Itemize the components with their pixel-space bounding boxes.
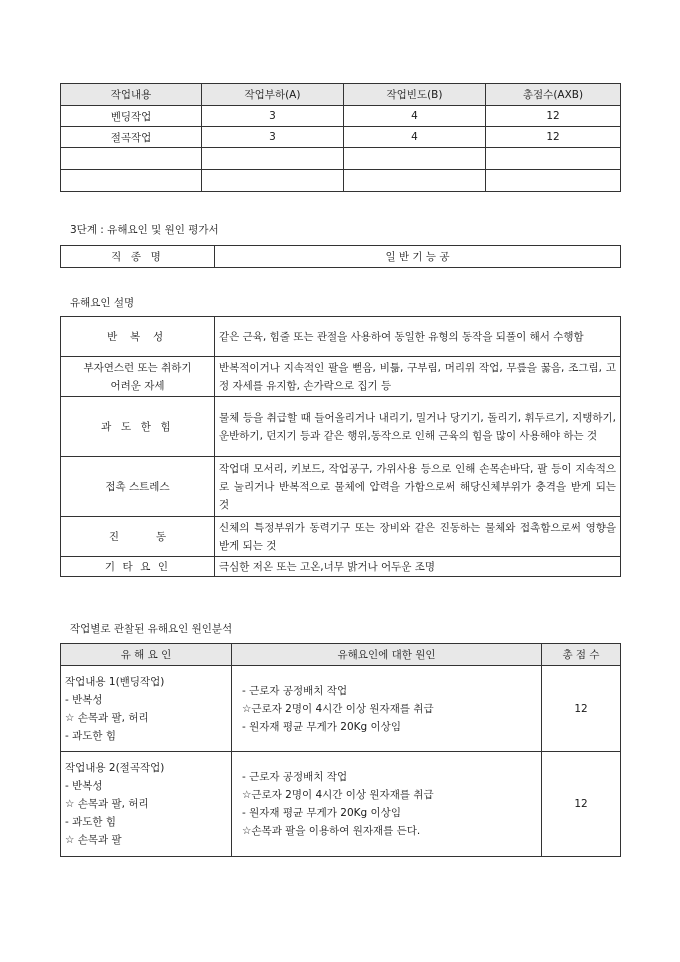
table-cell bbox=[486, 170, 621, 192]
analysis-causes bbox=[232, 752, 542, 857]
table-cell bbox=[61, 148, 202, 170]
table-cell bbox=[202, 148, 344, 170]
stage3-title: 3단계 : 유해요인 및 원인 평가서 bbox=[70, 224, 219, 236]
table-cell bbox=[486, 148, 621, 170]
cause-line: ☆근로자 2명이 4시간 이상 원자재를 취급 bbox=[242, 702, 434, 715]
factor-description: 극심한 저온 또는 고온,너무 밝거나 어두운 조명 bbox=[215, 557, 621, 577]
factor-name-line: 어려운 자세 bbox=[110, 379, 165, 392]
factor-table bbox=[60, 316, 621, 577]
table-cell: 4 bbox=[344, 127, 486, 148]
analysis-header-cause: 유해요인에 대한 원인 bbox=[232, 644, 542, 666]
analysis-header-score: 총 점 수 bbox=[542, 644, 621, 666]
factor-description: 같은 근육, 힘줄 또는 관절을 사용하여 동일한 유형의 동작을 되풀이 해서 수행함 bbox=[215, 317, 621, 357]
factor-line: - 반복성 bbox=[65, 693, 103, 706]
analysis-factors bbox=[61, 666, 232, 752]
factor-line: ☆ 손목과 팔, 허리 bbox=[65, 798, 149, 810]
table-cell: 12 bbox=[486, 127, 621, 148]
score-header-load: 작업부하(A) bbox=[202, 84, 344, 106]
table-row bbox=[61, 397, 621, 457]
factor-name-line: 부자연스런 또는 취하기 bbox=[83, 361, 192, 374]
table-row bbox=[61, 666, 621, 752]
table-row bbox=[61, 517, 621, 557]
cause-line: - 근로자 공정배치 작업 bbox=[242, 771, 348, 783]
factor-name: 접촉 스트레스 bbox=[61, 457, 215, 517]
table-cell bbox=[344, 148, 486, 170]
score-header-frequency: 작업빈도(B) bbox=[344, 84, 486, 106]
cause-line: ☆손목과 팔을 이용하여 원자재를 든다. bbox=[242, 825, 421, 837]
cause-line: - 원자재 평균 무게가 20Kg 이상임 bbox=[242, 720, 401, 733]
factor-line: 작업내용 2(절곡작업) bbox=[65, 762, 165, 774]
factor-description: 물체 등을 취급할 때 들어올리거나 내리기, 밀거나 당기기, 돌리기, 휘두르기, 지탱하기, 운반하기, 던지기 등과 같은 행위,동작으로 인해 근육의 힘을 많이 사용해야 하는 것 bbox=[215, 397, 621, 457]
factor-name bbox=[61, 357, 215, 397]
score-header-total: 총점수(AXB) bbox=[486, 84, 621, 106]
factor-description: 신체의 특정부위가 동력기구 또는 장비와 같은 진동하는 물체와 접촉함으로써 영향을 받게 되는 것 bbox=[215, 517, 621, 557]
analysis-title: 작업별로 관찰된 유해요인 원인분석 bbox=[70, 623, 233, 635]
factors-title: 유해요인 설명 bbox=[70, 297, 135, 309]
factor-line: 작업내용 1(밴딩작업) bbox=[65, 675, 165, 688]
factor-name: 반 복 성 bbox=[61, 317, 215, 357]
cause-line: - 근로자 공정배치 작업 bbox=[242, 684, 348, 697]
job-value: 일 반 기 능 공 bbox=[215, 246, 621, 268]
table-cell: 12 bbox=[486, 106, 621, 127]
table-row bbox=[61, 148, 621, 170]
table-row bbox=[61, 752, 621, 857]
factor-line: - 과도한 힘 bbox=[65, 816, 117, 828]
job-label: 직 종 명 bbox=[61, 246, 215, 268]
table-cell bbox=[202, 170, 344, 192]
table-cell: 3 bbox=[202, 127, 344, 148]
table-row bbox=[61, 127, 621, 148]
factor-description: 반복적이거나 지속적인 팔을 뻗음, 비틂, 구부림, 머리위 작업, 무릎을 꿇음, 조그림, 고정 자세를 유지함, 손가락으로 집기 등 bbox=[215, 357, 621, 397]
cause-line: ☆근로자 2명이 4시간 이상 원자재를 취급 bbox=[242, 789, 434, 801]
table-cell: 4 bbox=[344, 106, 486, 127]
score-header-task: 작업내용 bbox=[61, 84, 202, 106]
factor-name: 과 도 한 힘 bbox=[61, 397, 215, 457]
table-cell: 절곡작업 bbox=[61, 127, 202, 148]
analysis-table bbox=[60, 643, 621, 857]
cause-line: - 원자재 평균 무게가 20Kg 이상임 bbox=[242, 807, 401, 819]
factor-name: 기 타 요 인 bbox=[61, 557, 215, 577]
analysis-score: 12 bbox=[542, 752, 621, 857]
factor-line: ☆ 손목과 팔 bbox=[65, 834, 122, 846]
table-cell bbox=[61, 170, 202, 192]
table-cell bbox=[344, 170, 486, 192]
factor-line: - 과도한 힘 bbox=[65, 729, 117, 742]
factor-description: 작업대 모서리, 키보드, 작업공구, 가위사용 등으로 인해 손목손바닥, 팔 등이 지속적으로 눌리거나 반복적으로 물체에 압력을 가함으로써 해당신체부위가 충격을 받게 되는 것 bbox=[215, 457, 621, 517]
table-row bbox=[61, 317, 621, 357]
analysis-score: 12 bbox=[542, 666, 621, 752]
table-cell: 3 bbox=[202, 106, 344, 127]
factor-line: ☆ 손목과 팔, 허리 bbox=[65, 711, 149, 724]
factor-name: 진 동 bbox=[61, 517, 215, 557]
table-cell: 벤딩작업 bbox=[61, 106, 202, 127]
score-table bbox=[60, 83, 621, 192]
table-row bbox=[61, 170, 621, 192]
analysis-factors bbox=[61, 752, 232, 857]
table-row bbox=[61, 106, 621, 127]
table-row bbox=[61, 457, 621, 517]
factor-line: - 반복성 bbox=[65, 780, 103, 792]
analysis-causes bbox=[232, 666, 542, 752]
analysis-header-factor: 유 해 요 인 bbox=[61, 644, 232, 666]
table-row bbox=[61, 557, 621, 577]
table-row bbox=[61, 357, 621, 397]
job-table bbox=[60, 245, 621, 268]
